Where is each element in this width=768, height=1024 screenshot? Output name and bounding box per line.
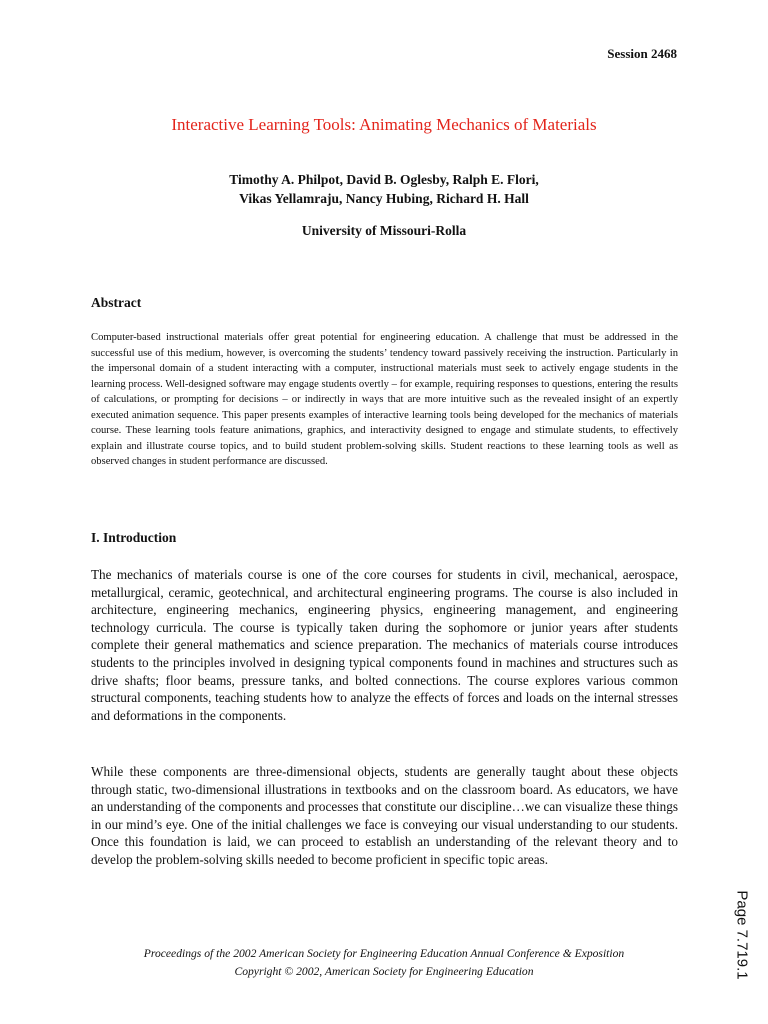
footer-copyright-line: Copyright © 2002, American Society for Engineering Education xyxy=(234,965,534,978)
footer-proceedings-line: Proceedings of the 2002 American Society for Engineering Education Annual Conference & Exposition xyxy=(143,947,625,960)
author-line-2: Vikas Yellamraju, Nancy Hubing, Richard H. Hall xyxy=(239,191,529,206)
abstract-heading: Abstract xyxy=(91,295,142,310)
abstract-body: Computer-based instructional materials offer great potential for engineering education. A challenge that must be addressed in the successful use of this medium, however, is overcoming the students’ tendency toward passively receiving the instruction. Particularly in the impersonal domain of a student interacting with a computer, instructional materials must seek to actively engage students in the learning process. Well-designed software may engage students overtly – for example, requiring responses to questions, entering the results of calculations, or prompting for decisions – or indirectly in ways that are more intuitive such as the revealed insight of an expertly executed animation sequence. This paper presents examples of interactive learning tools being developed for the mechanics of materials course. These learning tools feature animations, graphics, and interactivity designed to engage and stimulate students, to effectively explain and illustrate course topics, and to build student problem-solving skills. Student reactions to these learning tools as well as observed changes in student performance are discussed. xyxy=(91,332,678,467)
proceedings-footer xyxy=(0,945,768,981)
introduction-heading: I. Introduction xyxy=(91,530,177,545)
page-number-stamp: Page 7.719.1 xyxy=(733,890,751,980)
author-list xyxy=(0,170,768,208)
affiliation: University of Missouri-Rolla xyxy=(301,223,467,238)
introduction-paragraph-2: While these components are three-dimensional objects, students are generally taught about these objects through static, two-dimensional illustrations in textbooks and on the classroom board. As educators, we have an understanding of the components and processes that constitute our discipline…we can visualize these things in our mind’s eye. One of the initial challenges we face is conveying our visual understanding to our students. Once this foundation is laid, we can proceed to establish an understanding of the relevant theory and to develop the problem-solving skills needed to become proficient in specific topic areas. xyxy=(91,764,678,867)
introduction-paragraph-1: The mechanics of materials course is one of the core courses for students in civil, mechanical, aerospace, metallurgical, ceramic, geotechnical, and architectural engineering programs. The course is also included in architecture, engineering mechanics, engineering physics, engineering management, and engineering technology curricula. The course is typically taken during the sophomore or junior years after students complete their general mathematics and science preparation. The mechanics of materials course introduces students to the principles involved in designing typical components found in machines and structures such as drive shafts; floor beams, pressure tanks, and bolted connections. The course explores various common structural components, teaching students how to analyze the effects of forces and loads on the internal stresses and deformations in the components. xyxy=(91,567,678,723)
paper-title: Interactive Learning Tools: Animating Mechanics of Materials xyxy=(171,115,597,134)
session-number: Session 2468 xyxy=(607,46,677,61)
author-line-1: Timothy A. Philpot, David B. Oglesby, Ralph E. Flori, xyxy=(229,172,539,187)
